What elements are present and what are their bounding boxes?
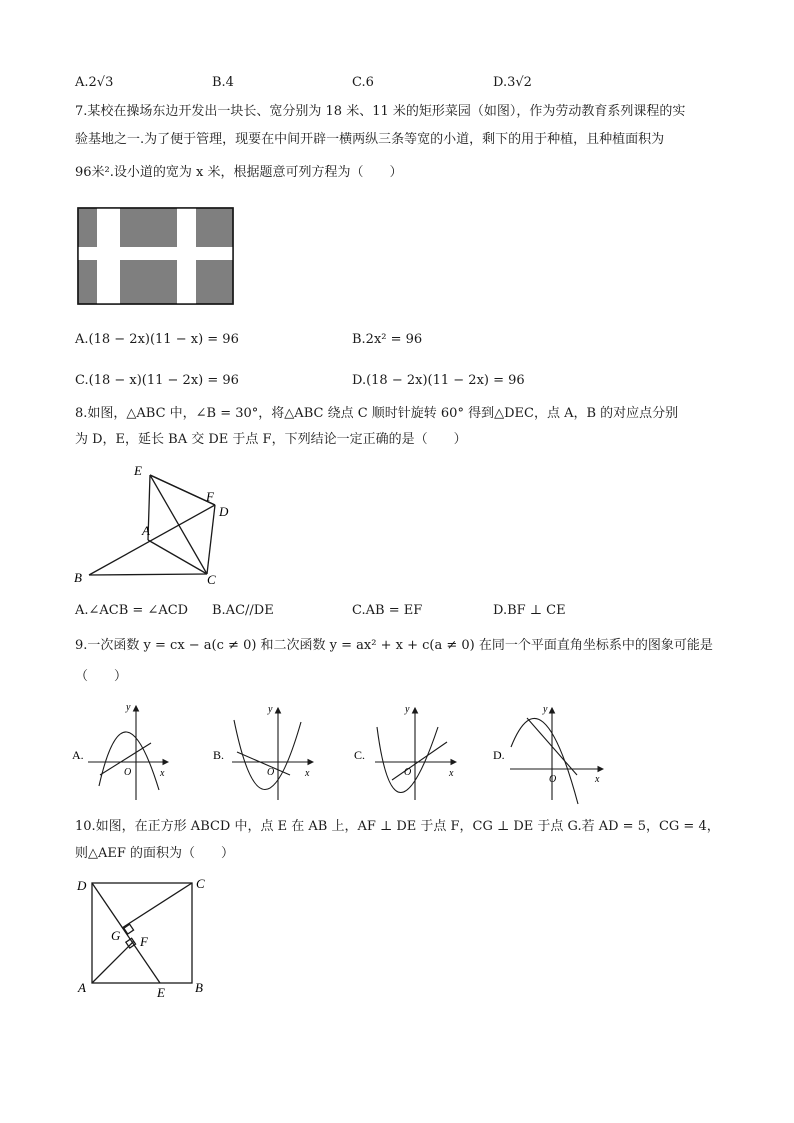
label-B: B bbox=[195, 980, 203, 995]
label-E: E bbox=[157, 985, 165, 1000]
q7-line-2: 验基地之一.为了便于管理，现要在中间开辟一横两纵三条等宽的小道，剩下的用于种植，且种植面积为 bbox=[75, 132, 665, 147]
q7-option-c: C.(18 − x)(11 − 2x) = 96 bbox=[75, 373, 239, 388]
graph-b-o: O bbox=[267, 767, 275, 778]
q10-line-2: 则△AEF 的面积为（ ） bbox=[75, 846, 235, 861]
q8-line-1: 8.如图，△ABC 中，∠B = 30°，将△ABC 绕点 C 顺时针旋转 60° 得到△DEC，点 A，B 的对应点分别 bbox=[75, 406, 679, 421]
label-E: E bbox=[134, 463, 142, 478]
graph-c-label: C. bbox=[354, 748, 366, 762]
label-G: G bbox=[111, 928, 121, 943]
q7-option-a: A.(18 − 2x)(11 − x) = 96 bbox=[75, 332, 239, 347]
label-C: C bbox=[196, 876, 205, 891]
graph-a-y: y bbox=[126, 702, 131, 713]
label-A: A bbox=[78, 980, 86, 995]
q6-option-d: D.3√2 bbox=[493, 75, 532, 90]
q7-line-1: 7.某校在操场东边开发出一块长、宽分别为 18 米、11 米的矩形菜园（如图），作为劳动教育系列课程的实 bbox=[75, 104, 686, 119]
q8-option-b: B.AC//DE bbox=[212, 603, 274, 618]
q6-option-c: C.6 bbox=[352, 75, 374, 90]
label-B: B bbox=[74, 570, 82, 585]
label-C: C bbox=[207, 572, 216, 587]
q8-line-2: 为 D，E，延长 BA 交 DE 于点 F，下列结论一定正确的是（ ） bbox=[75, 432, 467, 447]
label-F: F bbox=[140, 934, 148, 949]
q7-line-3: 96米².设小道的宽为 x 米，根据题意可列方程为（ ） bbox=[75, 165, 403, 180]
graph-a-o: O bbox=[124, 767, 132, 778]
label-D: D bbox=[77, 878, 87, 893]
graph-c-y: y bbox=[405, 704, 410, 715]
q6-option-b: B.4 bbox=[212, 75, 234, 90]
graph-c-o: O bbox=[404, 767, 412, 778]
graph-b-x: x bbox=[305, 768, 310, 779]
graph-d-x: x bbox=[595, 774, 600, 785]
label-A: A bbox=[142, 523, 150, 538]
graph-c-x: x bbox=[449, 768, 454, 779]
graph-b-y: y bbox=[268, 704, 273, 715]
q6-option-a: A.2√3 bbox=[75, 75, 114, 90]
q10-line-1: 10.如图，在正方形 ABCD 中，点 E 在 AB 上，AF ⊥ DE 于点 F，CG ⊥ DE 于点 G.若 AD = 5，CG = 4， bbox=[75, 819, 720, 834]
q8-option-c: C.AB = EF bbox=[352, 603, 423, 618]
q7-option-b: B.2x² = 96 bbox=[352, 332, 423, 347]
label-D: D bbox=[219, 504, 229, 519]
graph-d-o: O bbox=[549, 774, 557, 785]
q8-option-a: A.∠ACB = ∠ACD bbox=[75, 603, 189, 618]
q7-option-d: D.(18 − 2x)(11 − 2x) = 96 bbox=[352, 373, 525, 388]
graph-b-label: B. bbox=[213, 748, 225, 762]
graph-a-label: A. bbox=[72, 748, 84, 762]
q8-option-d: D.BF ⊥ CE bbox=[493, 603, 566, 618]
graph-d-label: D. bbox=[493, 748, 505, 762]
graph-d-y: y bbox=[543, 704, 548, 715]
q9-line-1: 9.一次函数 y = cx − a(c ≠ 0) 和二次函数 y = ax² + x + c(a ≠ 0) 在同一个平面直角坐标系中的图象可能是 bbox=[75, 638, 713, 653]
q9-line-2: （ ） bbox=[75, 669, 128, 684]
label-F: F bbox=[206, 489, 214, 504]
graph-a-x: x bbox=[160, 768, 165, 779]
